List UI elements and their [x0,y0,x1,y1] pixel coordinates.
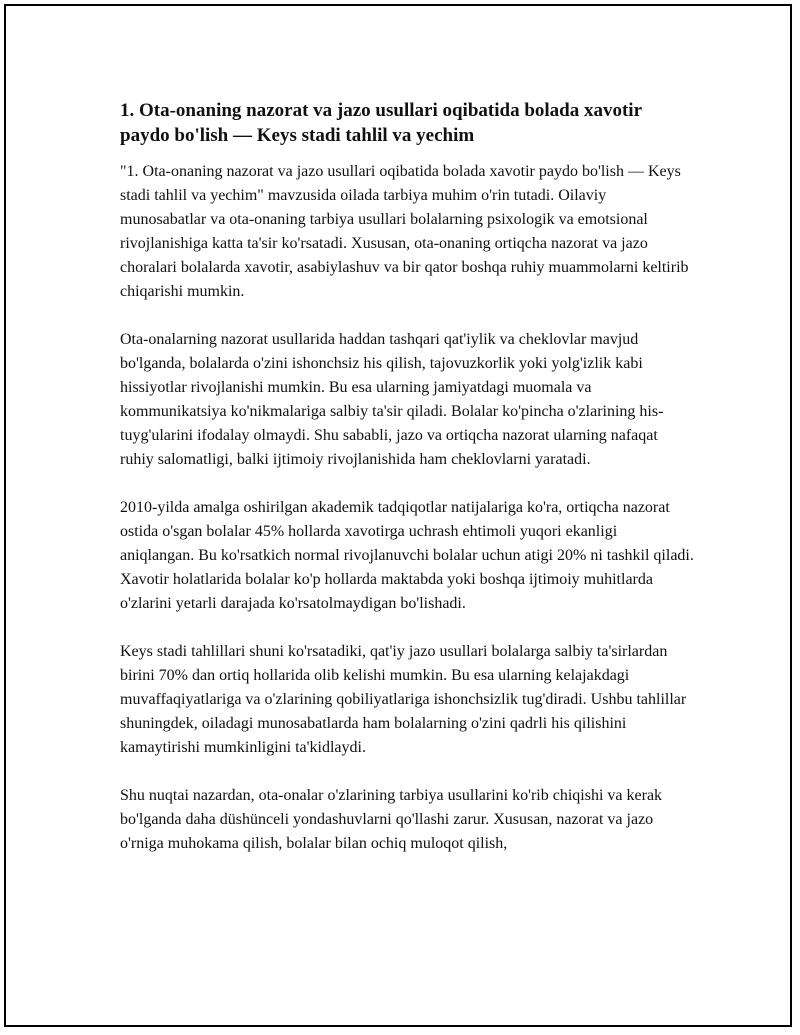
document-page [4,4,792,1027]
paragraph-1: "1. Ota-onaning nazorat va jazo usullari oqibatida bolada xavotir paydo bo'lish — Keys stadi tahlil va yechim" mavzusida oilada tarbiya muhim o'rin tutadi. Oilaviy munosabatlar va ota-onaning tarbiya usullari bolalarning psixologik va emotsional rivojlanishiga katta ta'sir ko'rsatadi. Xususan, ota-onaning ortiqcha nazorat va jazo choralari bolalarda xavotir, asabiylashuv va bir qator boshqa ruhiy muammolarni keltirib chiqarishi mumkin. [120,163,689,300]
paragraph-5: Shu nuqtai nazardan, ota-onalar o'zlarining tarbiya usullarini ko'rib chiqishi va kerak bo'lganda daha düshünceli yondashuvlarni qo'llashi zarur. Xususan, nazorat va jazo o'rniga muhokama qilish, bolalar bilan ochiq muloqot qilish, [120,787,663,852]
paragraph-2: Ota-onalarning nazorat usullarida haddan tashqari qat'iylik va cheklovlar mavjud bo'lganda, bolalarda o'zini ishonchsiz his qilish, tajovuzkorlik yoki yolg'izlik kabi hissiyotlar rivojlanishi mumkin. Bu esa ularning jamiyatdagi muomala va kommunikatsiya ko'nikmalariga salbiy ta'sir qiladi. Bolalar ko'pincha o'zlarining his-tuyg'ularini ifodalay olmaydi. Shu sababli, jazo va ortiqcha nazorat ularning nafaqat ruhiy salomatligi, balki ijtimoiy rivojlanishida ham cheklovlarni yaratadi. [120,331,664,468]
document-title: 1. Ota-onaning nazorat va jazo usullari oqibatida bolada xavotir paydo bo'lish — Keys stadi tahlil va yechim [120,100,642,146]
paragraph-4: Keys stadi tahlillari shuni ko'rsatadiki, qat'iy jazo usullari bolalarga salbiy ta'sirlardan birini 70% dan ortiq hollarida olib kelishi mumkin. Bu esa ularning kelajakdagi muvaffaqiyatlariga va o'zlarining qobiliyatlariga ishonchsizlik tug'diradi. Ushbu tahlillar shuningdek, oiladagi munosabatlarda ham bolalarning o'zini qadrli his qilishini kamaytirishi mumkinligini ta'kidlaydi. [120,643,687,756]
document-body [120,98,694,880]
paragraph-3: 2010-yilda amalga oshirilgan akademik tadqiqotlar natijalariga ko'ra, ortiqcha nazorat ostida o'sgan bolalar 45% hollarda xavotirga uchrash ehtimoli yuqori ekanligi aniqlangan. Bu ko'rsatkich normal rivojlanuvchi bolalar uchun atigi 20% ni tashkil qiladi. Xavotir holatlarida bolalar ko'p hollarda maktabda yoki boshqa ijtimoiy muhitlarda o'zlarini yetarli darajada ko'rsatolmaydigan bo'lishadi. [120,499,694,612]
